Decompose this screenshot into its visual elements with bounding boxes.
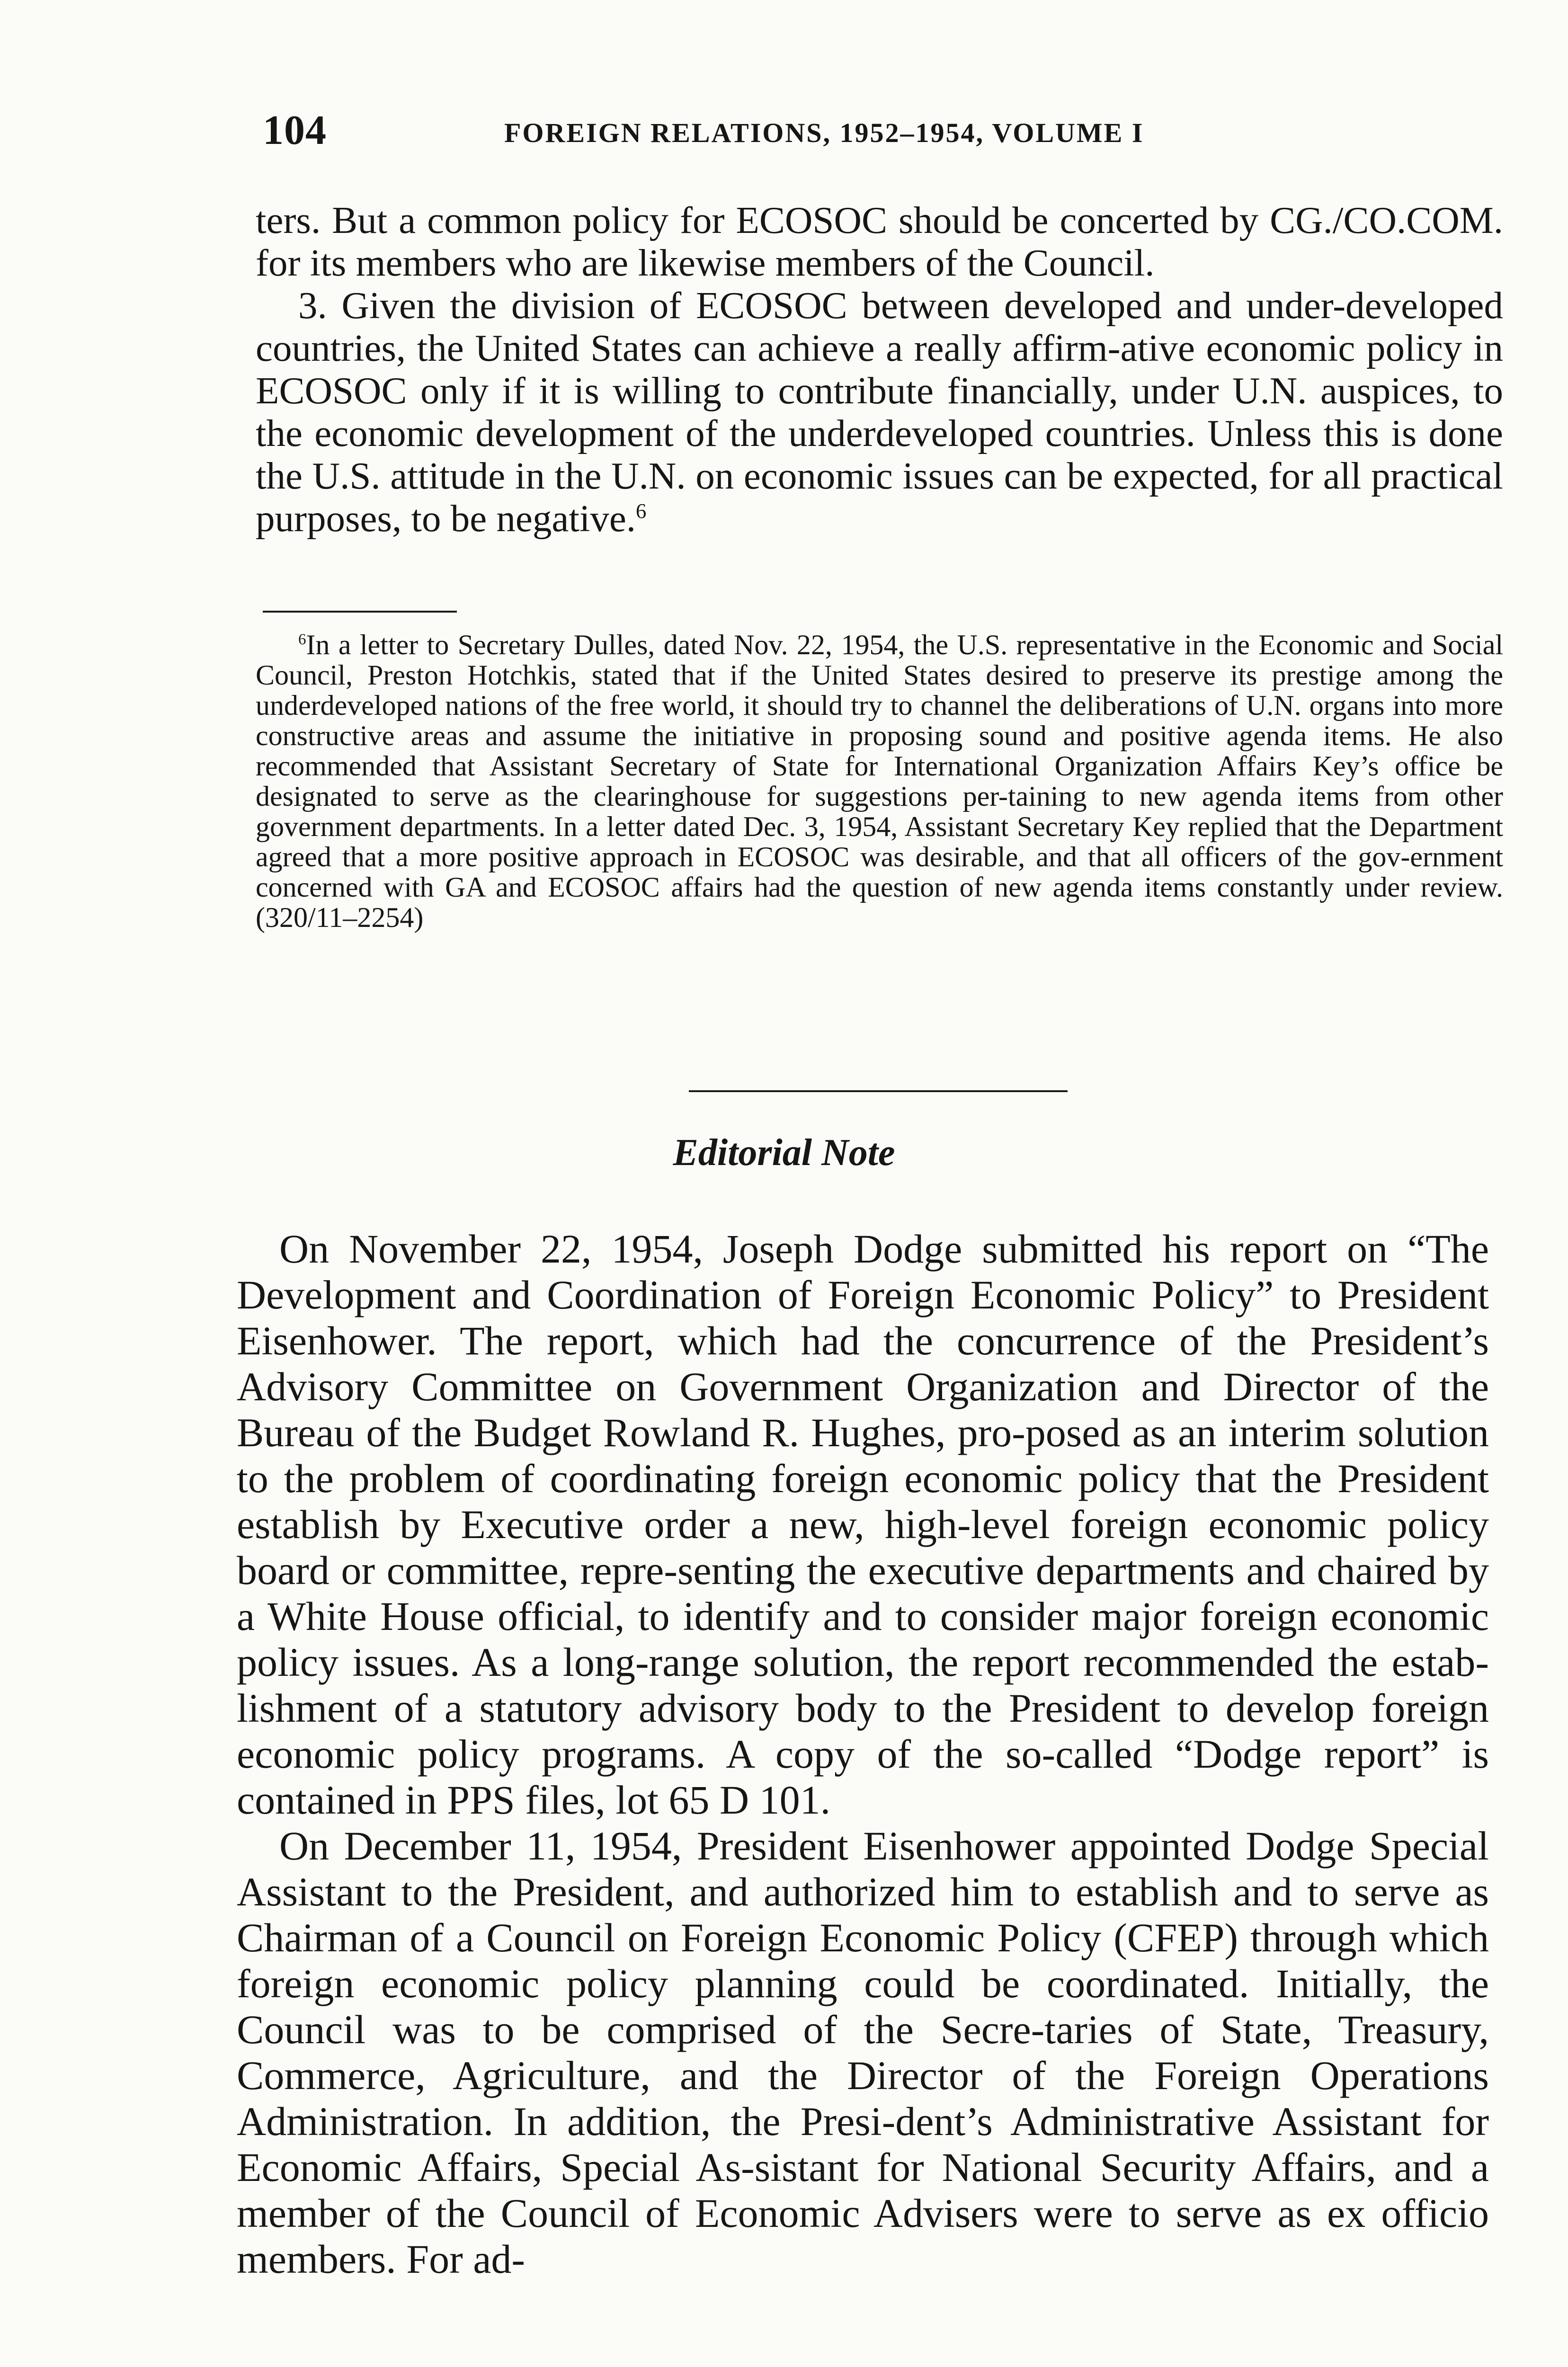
continued-text xyxy=(256,199,1503,540)
section-divider xyxy=(689,1090,1068,1092)
footnote-marker: 6 xyxy=(298,631,306,648)
editorial-note-body xyxy=(237,1226,1489,2282)
footnote-divider xyxy=(263,611,457,613)
editorial-note-title: Editorial Note xyxy=(673,1132,895,1174)
page-number: 104 xyxy=(263,107,327,153)
footnote-text: In a letter to Secretary Dulles, dated Nov. 22, 1954, the U.S. representative in the Economic and Social Council, Preston Hotchkis, stated that if the United States desired to preserve its prestige among the underdeveloped nations of the free world, it should try to channel the deliberations of U.N. organs into more constructive areas and assume the initiative in proposing sound and positive agenda items. He also recommended that Assistant Secretary of State for International Organization Affairs Key’s office be designated to serve as the clearinghouse for suggestions per-taining to new agenda items from other government departments. In a letter dated Dec. 3, 1954, Assistant Secretary Key replied that the Department agreed that a more positive approach in ECOSOC was desirable, and that all officers of the gov-ernment concerned with GA and ECOSOC affairs had the question of new agenda items constantly under review. (320/11–2254) xyxy=(256,629,1503,933)
editorial-paragraph-1: On November 22, 1954, Joseph Dodge submitted his report on “The Development and Coordination of Foreign Economic Policy” to President Eisenhower. The report, which had the concurrence of the President’s Advisory Committee on Government Organization and Director of the Bureau of the Budget Rowland R. Hughes, pro-posed as an interim solution to the problem of coordinating foreign economic policy that the President establish by Executive order a new, high-level foreign economic policy board or committee, repre-senting the executive departments and chaired by a White House official, to identify and to consider major foreign economic policy issues. As a long-range solution, the report recommended the estab-lishment of a statutory advisory body to the President to develop foreign economic policy programs. A copy of the so-called “Dodge report” is contained in PPS files, lot 65 D 101. xyxy=(237,1226,1489,1823)
continuation-paragraph: ters. But a common policy for ECOSOC should be concerted by CG./CO.COM. for its members who are likewise members of the Council. xyxy=(256,199,1503,284)
editorial-paragraph-2: On December 11, 1954, President Eisenhower appointed Dodge Special Assistant to the President, and authorized him to establish and to serve as Chairman of a Council on Foreign Economic Policy (CFEP) through which foreign economic policy planning could be coordinated. Initially, the Council was to be comprised of the Secre-taries of State, Treasury, Commerce, Agriculture, and the Director of the Foreign Operations Administration. In addition, the Presi-dent’s Administrative Assistant for Economic Affairs, Special As-sistant for National Security Affairs, and a member of the Council of Economic Advisers were to serve as ex officio members. For ad- xyxy=(237,1823,1489,2282)
footnote-6 xyxy=(256,630,1503,933)
point-3-paragraph xyxy=(256,284,1503,540)
point-3-text: 3. Given the division of ECOSOC between developed and under-developed countries, the United States can achieve a really affirm-ative economic policy in ECOSOC only if it is willing to contribute financially, under U.N. auspices, to the economic development of the underdeveloped countries. Unless this is done the U.S. attitude in the U.N. on economic issues can be expected, for all practical purposes, to be negative. xyxy=(256,284,1503,540)
footnote-reference: 6 xyxy=(636,499,647,523)
running-title: FOREIGN RELATIONS, 1952–1954, VOLUME I xyxy=(504,117,1144,148)
page-header xyxy=(263,107,1494,163)
